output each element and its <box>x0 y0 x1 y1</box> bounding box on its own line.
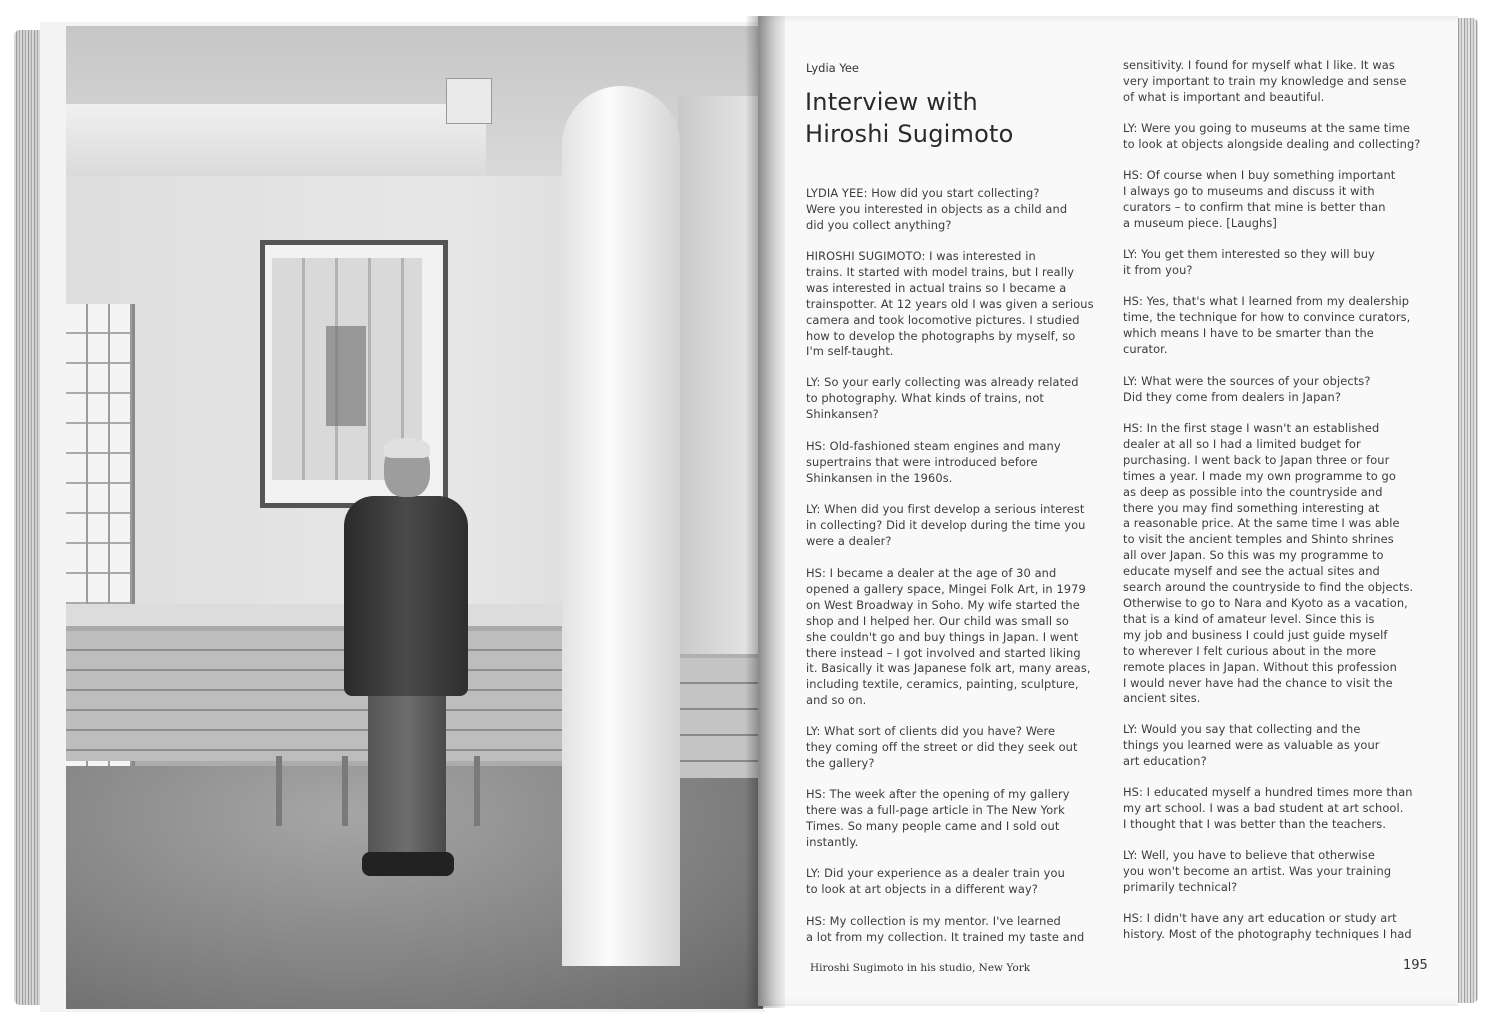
interview-paragraph <box>806 502 1106 550</box>
interview-paragraph <box>1123 421 1435 707</box>
paragraph-text: HS: My collection is my mentor. I've learned a lot from my collection. It trained my taste and <box>806 914 1085 944</box>
author-name: Lydia Yee <box>806 61 860 75</box>
interview-paragraph <box>1123 911 1435 943</box>
paragraph-text: LY: What were the sources of your objects? Did they come from dealers in Japan? <box>1123 374 1371 404</box>
photo-caption: Hiroshi Sugimoto in his studio, New York <box>810 962 1031 974</box>
paragraph-text: LY: Did your experience as a dealer train you to look at art objects in a different way? <box>806 866 1065 896</box>
interview-paragraph <box>806 566 1106 709</box>
interview-paragraph <box>806 249 1106 360</box>
interview-paragraph <box>806 724 1106 772</box>
photo-person-legs <box>368 686 446 866</box>
interview-paragraph <box>1123 294 1435 358</box>
paragraph-text: LY: So your early collecting was already related to photography. What kinds of trains, not Shinkansen? <box>806 375 1079 421</box>
paragraph-text: HS: Yes, that's what I learned from my dealership time, the technique for how to convince curators, which means I have to be smarter than the curator. <box>1123 294 1411 356</box>
paragraph-text: HS: The week after the opening of my gallery there was a full-page article in The New York Times. So many people came and I sold out instantly. <box>806 787 1070 849</box>
paragraph-text: HIROSHI SUGIMOTO: I was interested in trains. It started with model trains, but I really was interested in actual trains so I became a trainspotter. At 12 years old I was given a serious camera and took locomotive pictures. I studied how to develop the photographs by myself, so I'm self-taught. <box>806 249 1094 359</box>
paragraph-text: LY: Well, you have to believe that otherwise you won't become an artist. Was your training primarily technical? <box>1123 848 1392 894</box>
paragraph-text: HS: I didn't have any art education or study art history. Most of the photography techniques I had <box>1123 911 1412 941</box>
interview-paragraph <box>806 866 1106 898</box>
paragraph-text: HS: In the first stage I wasn't an established dealer at all so I had a limited budget for purchasing. I went back to Japan three or four times a year. I made my own programme to go as deep as possible into the countryside and there you may find something interesting at a reasonable price. At the same time I was able to visit the ancient temples and Shinto shrines all over Japan. So this was my programme to educate myself and see the actual sites and search around the countryside to find the objects. Otherwise to go to Nara and Kyoto as a vacation, that is a kind of amateur level. Since this is my job and business I could just guide myself to wherever I felt curious about in the more remote places in Japan. Without this profession I would never have had the chance to visit the ancient sites. <box>1123 421 1414 706</box>
paragraph-text: LYDIA YEE: How did you start collecting? Were you interested in objects as a child and did you collect anything? <box>806 186 1068 232</box>
paragraph-text: LY: Were you going to museums at the same time to look at objects alongside dealing and collecting? <box>1123 121 1421 151</box>
article-title <box>805 86 1013 150</box>
paragraph-text: HS: I became a dealer at the age of 30 and opened a gallery space, Mingei Folk Art, in 1979 on West Broadway in Soho. My wife started the shop and I helped her. Our child was small so she couldn't go and buy things in Japan. I went there instead – I got involved and started liking it. Basically it was Japanese folk art, many areas, including textile, ceramics, painting, sculpture, and so on. <box>806 566 1091 708</box>
article-title-line-1: Interview with <box>805 88 978 116</box>
photo-framed-artwork-detail <box>326 326 366 426</box>
studio-photograph <box>66 26 763 1009</box>
photo-white-column <box>562 86 680 966</box>
interview-paragraph <box>806 375 1106 423</box>
interview-paragraph <box>1123 121 1435 153</box>
interview-paragraph <box>1123 374 1435 406</box>
photo-person-shoes <box>362 852 454 876</box>
interview-paragraph <box>806 439 1106 487</box>
interview-paragraph <box>1123 58 1435 106</box>
paragraph-text: HS: Old-fashioned steam engines and many supertrains that were introduced before Shinkansen in the 1960s. <box>806 439 1061 485</box>
interview-paragraph <box>1123 848 1435 896</box>
photo-flat-file-cabinet <box>66 626 566 761</box>
interview-paragraph <box>1123 785 1435 833</box>
page-number: 195 <box>1403 958 1428 973</box>
paragraph-text: LY: When did you first develop a serious interest in collecting? Did it develop during the time you were a dealer? <box>806 502 1086 548</box>
interview-paragraph <box>806 914 1106 946</box>
paragraph-text: HS: Of course when I buy something important I always go to museums and discuss it with curators – to confirm that mine is better than a museum piece. [Laughs] <box>1123 168 1396 230</box>
article-title-line-2: Hiroshi Sugimoto <box>805 120 1014 148</box>
photo-light-fixture <box>446 78 492 124</box>
photo-ceiling-beam <box>66 104 486 176</box>
interview-paragraph <box>1123 247 1435 279</box>
photo-person-jacket <box>344 496 468 696</box>
interview-paragraph <box>806 186 1106 234</box>
interview-paragraph <box>806 787 1106 851</box>
paragraph-text: LY: You get them interested so they will buy it from you? <box>1123 247 1375 277</box>
interview-paragraph <box>1123 168 1435 232</box>
photo-cabinet-top <box>66 604 566 628</box>
interview-paragraph <box>1123 722 1435 770</box>
paragraph-text: LY: What sort of clients did you have? Were they coming off the street or did they seek out the gallery? <box>806 724 1078 770</box>
paragraph-text: LY: Would you say that collecting and the things you learned were as valuable as your art education? <box>1123 722 1380 768</box>
photo-person-hair <box>384 438 430 458</box>
paragraph-text: HS: I educated myself a hundred times more than my art school. I was a bad student at art school. I thought that I was better than the teachers. <box>1123 785 1413 831</box>
book-spine-shadow <box>745 16 785 1008</box>
paragraph-text: sensitivity. I found for myself what I like. It was very important to train my knowledge and sense of what is important and beautiful. <box>1123 58 1407 104</box>
